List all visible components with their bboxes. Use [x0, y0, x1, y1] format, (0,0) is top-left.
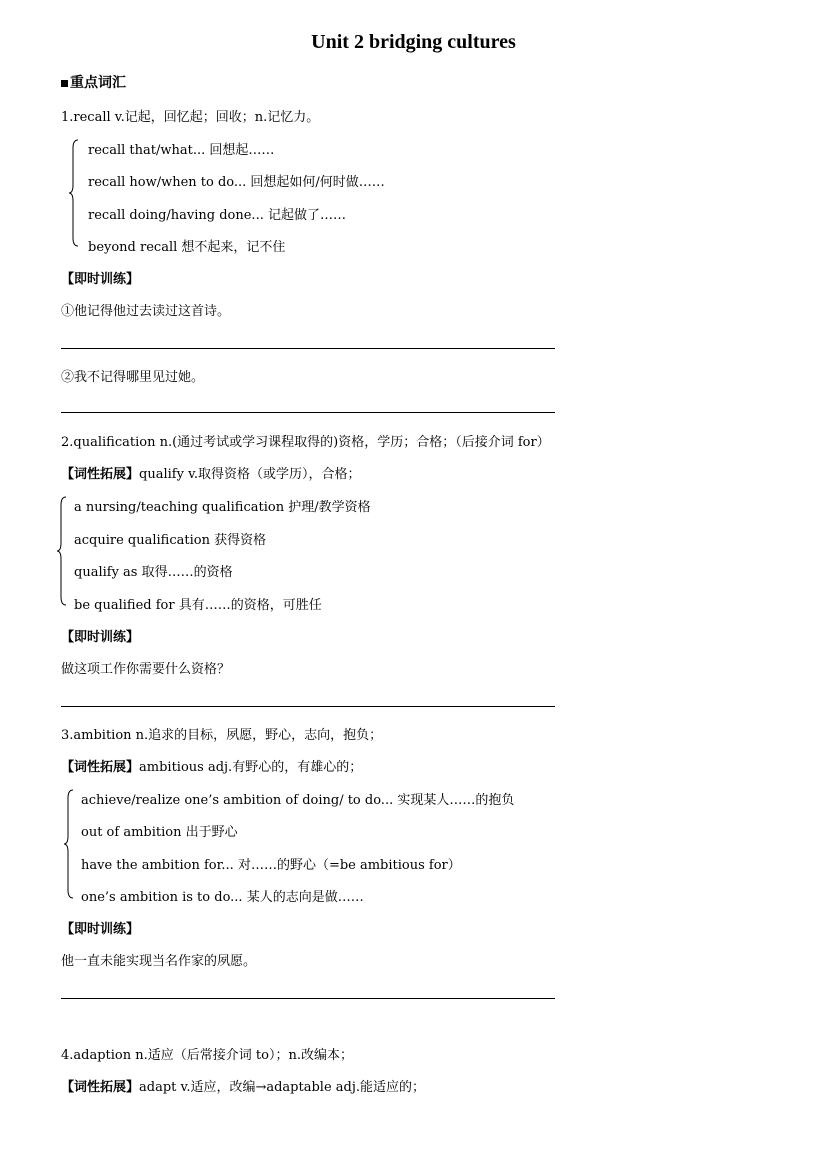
ambition-phrase: one’s ambition is to do... 某人的志向是做…… — [81, 890, 364, 905]
extension-line — [61, 1076, 425, 1095]
practice-label: 【即时训练】 — [61, 630, 140, 645]
ambition-headline: 3.ambition n.追求的目标，夙愿，野心，志向，抱负； — [61, 728, 383, 743]
exercise-prompt: 他一直未能实现当名作家的夙愿。 — [61, 954, 257, 969]
page-title: Unit 2 bridging cultures — [311, 31, 516, 53]
qualification-phrase: acquire qualification 获得资格 — [74, 533, 267, 548]
ambition-phrase: out of ambition 出于野心 — [81, 825, 238, 840]
extension-line — [61, 756, 362, 775]
practice-label: 【即时训练】 — [61, 922, 140, 937]
recall-phrase: recall doing/having done... 记起做了…… — [88, 208, 346, 223]
answer-line[interactable] — [61, 706, 555, 707]
qualification-phrase: a nursing/teaching qualification 护理/教学资格 — [74, 500, 371, 515]
adaption-headline: 4.adaption n.适应（后常接介词 to）；n.改编本； — [61, 1048, 353, 1063]
exercise-prompt: ②我不记得哪里见过她。 — [61, 370, 205, 385]
extension-label: 【词性拓展】 — [61, 760, 140, 775]
recall-headline: 1.recall v.记起，回忆起；回收；n.记忆力。 — [61, 110, 320, 125]
recall-phrase: recall that/what... 回想起…… — [88, 143, 275, 158]
extension-label: 【词性拓展】 — [61, 467, 140, 482]
section-heading — [61, 72, 126, 92]
exercise-prompt: 做这项工作你需要什么资格？ — [61, 662, 231, 677]
recall-phrase: beyond recall 想不起来，记不住 — [88, 240, 286, 255]
extension-label: 【词性拓展】 — [61, 1080, 140, 1095]
left-brace-icon — [68, 138, 80, 248]
qualification-headline: 2.qualification n.(通过考试或学习课程取得的)资格，学历；合格；（后接介词 for） — [61, 435, 550, 450]
ambition-phrase: have the ambition for... 对……的野心（=be ambitious for） — [81, 858, 461, 873]
extension-line — [61, 463, 361, 482]
section-heading-text: 重点词汇 — [70, 75, 126, 91]
square-bullet-icon — [61, 80, 68, 87]
qualification-phrase: qualify as 取得……的资格 — [74, 565, 233, 580]
extension-text: qualify v.取得资格（或学历），合格； — [139, 467, 361, 482]
practice-label: 【即时训练】 — [61, 272, 140, 287]
extension-text: ambitious adj.有野心的，有雄心的； — [139, 760, 363, 775]
recall-phrase: recall how/when to do... 回想起如何/何时做…… — [88, 175, 385, 190]
qualification-phrase: be qualified for 具有……的资格，可胜任 — [74, 598, 322, 613]
left-brace-icon — [56, 495, 68, 607]
extension-text: adapt v.适应，改编→adaptable adj.能适应的； — [139, 1080, 426, 1095]
answer-line[interactable] — [61, 998, 555, 999]
exercise-prompt: ①他记得他过去读过这首诗。 — [61, 304, 231, 319]
answer-line[interactable] — [61, 412, 555, 413]
ambition-phrase: achieve/realize one’s ambition of doing/ to do... 实现某人……的抱负 — [81, 793, 515, 808]
left-brace-icon — [63, 788, 75, 900]
answer-line[interactable] — [61, 348, 555, 349]
